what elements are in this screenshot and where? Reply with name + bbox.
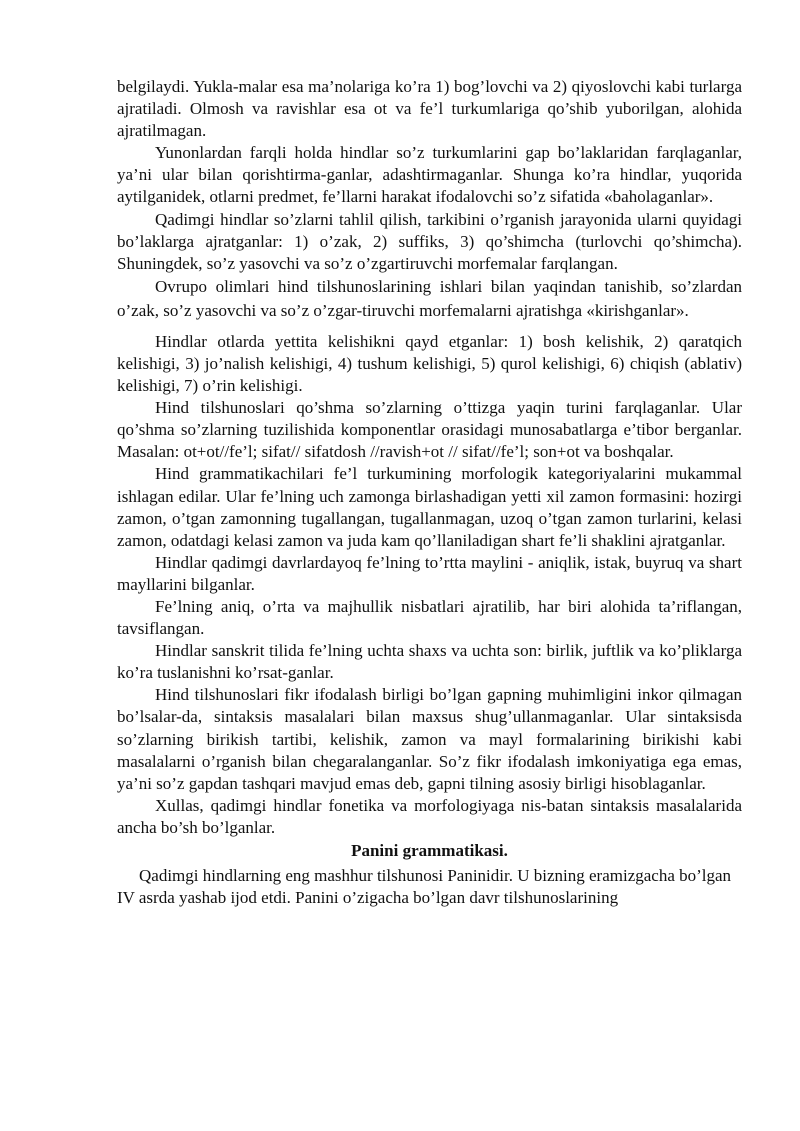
paragraph-9: Fe’lning aniq, o’rta va majhullik nisbatlari ajratilib, har biri alohida ta’riflangan, tavsiflangan. bbox=[117, 596, 742, 639]
paragraph-4: Ovrupo olimlari hind tilshunoslarining ishlari bilan yaqindan tanishib, so’zlardan o’zak, so’z yasovchi va so’z o’zgar-tiruvchi morfemalarni ajratishga «kirishganlar». bbox=[117, 276, 742, 320]
paragraph-1: belgilaydi. Yukla-malar esa ma’nolariga ko’ra 1) bog’lovchi va 2) qiyoslovchi kabi turlarga ajratiladi. Olmosh va ravishlar esa ot va fe’l turkumlariga qo’shib yuborilgan, alohida ajratilmagan. bbox=[117, 77, 742, 141]
paragraph-3: Qadimgi hindlar so’zlarni tahlil qilish, tarkibini o’rganish jarayonida ularni quyidagi bo’laklarga ajratganlar: 1) o’zak, 2) suffiks, 3) qo’shimcha (turlovchi qo’shimcha). Shuningdek, so’z yasovchi va so’z o’zgartiruvchi morfemalar farqlangan. bbox=[117, 209, 742, 273]
document-page bbox=[117, 76, 742, 909]
paragraph-13: Qadimgi hindlarning eng mashhur tilshunosi Paninidir. U bizning eramizgacha bo’lgan IV asrda yashab ijod etdi. Panini o’zigacha bo’lgan davr tilshunoslarining bbox=[117, 866, 732, 908]
paragraph-12: Xullas, qadimgi hindlar fonetika va morfologiyaga nis-batan sintaksis masalalarida ancha bo’sh bo’lganlar. bbox=[117, 795, 742, 837]
paragraph-11: Hind tilshunoslari fikr ifodalash birligi bo’lgan gapning muhimligini inkor qilmagan bo’lsalar-da, sintaksis masalalari bilan maxsus shug’ullanmaganlar. Ular sintaksisda so’zlarning birikish tartibi, kelishik, zamon va mayl formalarining birikishi kabi masalalarni o’rganish bilan chegaralanganlar. So’z fikr ifodalash imkoniyatiga ega emas, ya’ni so’z gapdan tashqari mavjud emas deb, gapni tilning asosiy birligi hisoblaganlar. bbox=[117, 685, 742, 793]
paragraph-10: Hindlar sanskrit tilida fe’lning uchta shaxs va uchta son: birlik, juftlik va ko’pliklarga ko’ra tuslanishni ko’rsat-ganlar. bbox=[117, 641, 742, 683]
paragraph-8: Hindlar qadimgi davrlardayoq fe’lning to’rtta maylini - aniqlik, istak, buyruq va shart mayllarini bilganlar. bbox=[117, 552, 742, 594]
paragraph-5: Hindlar otlarda yettita kelishikni qayd etganlar: 1) bosh kelishik, 2) qaratqich kelishigi, 3) jo’nalish kelishigi, 4) tushum kelishigi, 5) qurol kelishigi, 6) chiqish (ablativ) kelishigi, 7) o’rin kelishigi. bbox=[117, 331, 742, 396]
paragraph-7: Hind grammatikachilari fe’l turkumining morfologik kategoriyalarini mukammal ishlagan edilar. Ular fe’lning uch zamonga birlashadigan yetti xil zamon formasini: hozirgi zamon, o’tgan zamonning tugallangan, tugallanmagan, uzoq o’tgan zamon turlarini, kelasi zamon, odatdagi kelasi zamon va juda kam qo’llaniladigan shart fe’li shaklini ajratganlar. bbox=[117, 464, 742, 550]
section-title: Panini grammatikasi. bbox=[351, 841, 508, 860]
paragraph-6: Hind tilshunoslari qo’shma so’zlarning o’ttizga yaqin turini farqlaganlar. Ular qo’shma so’zlarning tuzilishida komponentlar orasidagi munosabatlarga e’tibor berganlar. Masalan: ot+ot//fe’l; sifat// sifatdosh //ravish+ot // sifat//fe’l; son+ot va boshqalar. bbox=[117, 398, 742, 462]
paragraph-2: Yunonlardan farqli holda hindlar so’z turkumlarini gap bo’laklaridan farqlaganlar, ya’ni ular bilan qorishtirma-ganlar, adashtirmaganlar. Shunga ko’ra hindlar, yuqorida aytilganidek, otlarni predmet, fe’llarni harakat ifodalovchi so’z sifatida «baholaganlar». bbox=[117, 143, 742, 207]
